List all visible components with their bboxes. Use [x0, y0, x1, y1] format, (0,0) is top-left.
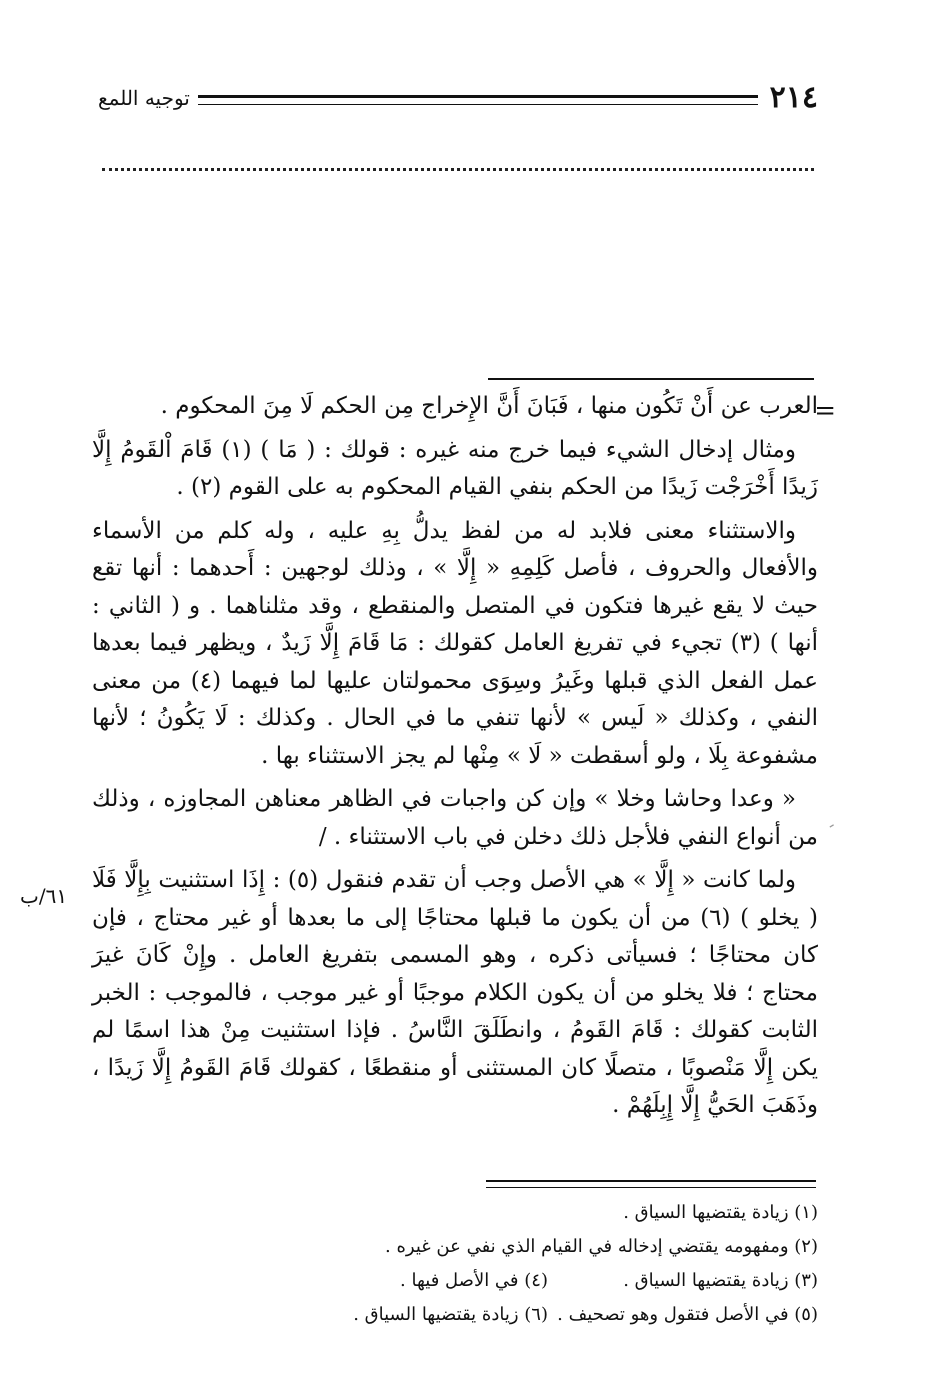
stray-mark: ـ — [824, 815, 836, 831]
folio-margin-note: ٦١/ب — [20, 884, 68, 908]
header-rule — [198, 95, 758, 105]
footnote: (٥) في الأصل فتقول وهو تصحيف . — [557, 1304, 818, 1325]
page-number: ٢١٤ — [769, 80, 818, 115]
paragraph-text: ومثال إدخال الشيء فيما خرج منه غيره : قولك : ( مَا ) (١) قَامَ اْلقَومُ إِلَّا زَيدًا أَخْرَجْت زَيدًا من الحكم بنفي القيام المحكوم به على القوم (٢) . — [92, 436, 818, 500]
footnote: (٤) في الأصل فيها . — [400, 1270, 548, 1291]
footnote: (١) زيادة يقتضيها السياق . — [623, 1202, 818, 1223]
continuation-rule — [488, 378, 814, 380]
paragraph — [92, 781, 818, 856]
page-header — [98, 78, 818, 122]
paragraph — [92, 862, 818, 1125]
footnote-row — [118, 1298, 818, 1332]
paragraph — [92, 513, 818, 776]
dotted-separator — [102, 168, 814, 171]
book-title: توجيه اللمع — [98, 86, 190, 110]
body-text — [92, 388, 818, 1125]
paragraph-text: والاستثناء معنى فلابد له من لفظ يدلُّ بِهِ عليه ، وله كلم من الأسماء والأفعال والحروف ، فأصل كَلِمِهِ « إِلَّا » ، وذلك لوجهين : أَحدهما : أنها تقع حيث لا يقع غيرها فتكون في المتصل والمنقطع ، وقد مثلناهما . و ( الثاني : أنها ) (٣) تجيء في تفريغ العامل كقولك : مَا قَامَ إِلَّا زَيدٌ ، ويظهر فيما بعدها عمل الفعل الذي قبلها وغَيرُ وسِوَى محمولتان عليها لما فيهما (٤) من معنى النفي ، وكذلك « لَيس » لأنها تنفي ما في الحال . وكذلك : لَا يَكُونُ ؛ لأنها مشفوعة بِلَا ، ولو أسقطت « لَا » مِنْها لم يجز الاستثناء بها . — [92, 517, 819, 769]
continuation-mark: = — [814, 396, 836, 426]
footnotes — [118, 1196, 818, 1332]
footnote: (٢) ومفهومه يقتضي إدخاله في القيام الذي نفي عن غيره . — [385, 1236, 818, 1257]
paragraph-text: ولما كانت « إِلَّا » هي الأصل وجب أن تقدم فنقول (٥) : إِذَا استثنيت بِإِلَّا فَلَا ( يخلو ) (٦) من أن يكون ما قبلها محتاجًا إلى ما بعدها أو غير محتاج ، فإن كان محتاجًا ؛ فسيأتى ذكره ، وهو المسمى بتفريغ العامل . وإِنْ كَانَ غيرَ محتاج ؛ فلا يخلو من أن يكون الكلام موجبًا أو غير موجب ، فالموجب : الخبر الثابت كقولك : قَامَ القَومُ ، وانطَلَقَ النَّاسُ . فإذا استثنيت مِنْ هذا اسمًا لم يكن إِلَّا مَنْصوبًا ، متصلًا كان المستثنى أو منقطعًا ، كقولك قَامَ القَومُ إِلَّا زَيدًا ، وذَهَبَ الحَيُّ إِلَّا إِبِلَهُمْ . — [92, 867, 818, 1118]
paragraph-text: « وعدا وحاشا وخلا » وإن كن واجبات في الظاهر معناهن المجاوزه ، وذلك من أنواع النفي فلأجل ذلك دخلن في باب الاستثناء . / — [92, 786, 818, 850]
paragraph — [92, 432, 818, 507]
footnote: (٦) زيادة يقتضيها السياق . — [353, 1304, 548, 1325]
paragraph: العرب عن أَنْ تَكُون منها ، فَبَانَ أَنَّ الإِخراج مِن الحكم لَا مِنَ المحكوم . — [160, 393, 818, 419]
footnote-row — [118, 1264, 818, 1298]
footnote-rule — [486, 1180, 816, 1188]
footnote: (٣) زيادة يقتضيها السياق . — [623, 1270, 818, 1291]
